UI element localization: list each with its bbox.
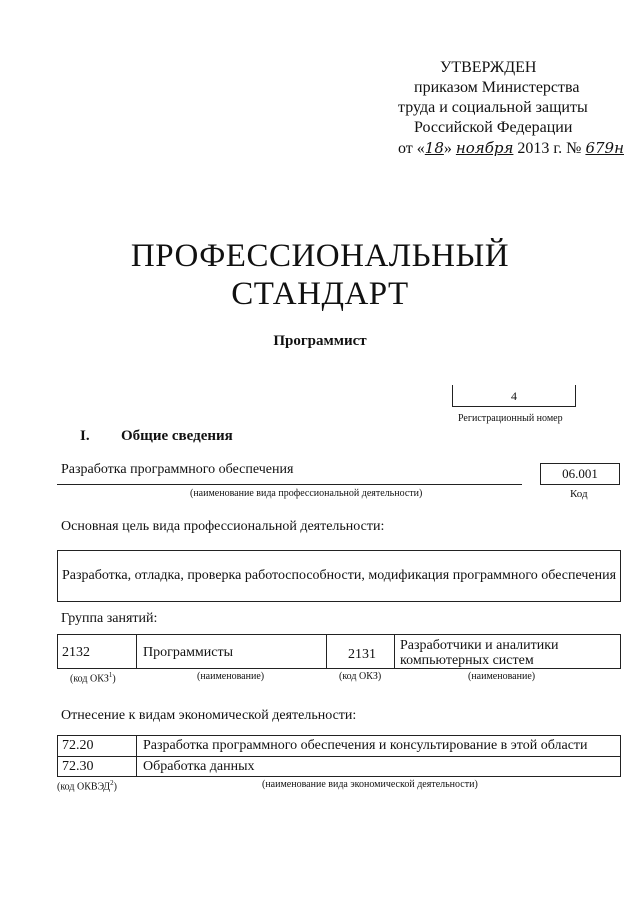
occupation-name-2-line1: Разработчики и аналитики [400,638,559,653]
registration-number: 4 [511,389,517,403]
occupations-caption-code: (код ОКЗ$^1$) [70,671,116,685]
activity-underline [57,484,522,485]
registration-label: Регистрационный номер [458,413,563,424]
goal-text: Разработка, отладка, проверка работоспособности, модификация программного обеспечения [62,568,617,583]
occupation-code-2: 2131 [348,647,376,662]
economic-name-2: Обработка данных [143,759,255,774]
occupations-heading: Группа занятий: [61,611,158,626]
document-title-line2: СТАНДАРТ [231,276,409,312]
economic-caption-name: (наименование вида экономической деятельности) [262,779,478,790]
activity-code-box: 06.001 [540,463,620,485]
occupation-code-1: 2132 [62,645,90,660]
occupations-caption-code2: (код ОКЗ) [339,671,382,682]
handwritten-order-number: 679н [585,139,624,157]
economic-code-1: 72.20 [62,738,94,753]
occupations-table [57,634,621,669]
occupations-caption-name2: (наименование) [468,671,536,682]
approval-title: УТВЕРЖДЕН [440,59,537,76]
economic-caption-code: (код ОКВЭД$^2$) [57,779,117,793]
approval-line-ministry: приказом Министерства [414,79,580,96]
approval-date-line [398,138,624,159]
goal-box [57,550,621,602]
document-title-line1: ПРОФЕССИОНАЛЬНЫЙ [130,238,510,274]
occupation-name-2-line2: компьютерных систем [400,653,534,668]
handwritten-month: ноября [455,139,514,157]
approval-line-federation: Российской Федерации [414,119,573,136]
date-year: 2013 г. № [517,140,582,157]
occupation-name-1: Программисты [143,645,234,660]
section-numeral: I. [80,428,90,444]
activity-caption: (наименование вида профессиональной деятельности) [190,488,423,499]
date-prefix: от « [398,140,425,157]
economic-code-2: 72.30 [62,759,94,774]
approval-line-labor: труда и социальной защиты [398,99,588,116]
activity-code-label: Код [570,488,588,500]
activity-name: Разработка программного обеспечения [61,462,294,477]
occupations-caption-name: (наименование) [197,671,265,682]
section-title: Общие сведения [121,428,233,444]
profession-name: Программист [273,333,367,349]
registration-number-box [452,385,576,407]
economic-table [57,735,621,777]
economic-name-1: Разработка программного обеспечения и консультирование в этой области [143,738,588,753]
handwritten-day: 18 [424,139,444,157]
economic-heading: Отнесение к видам экономической деятельности: [61,708,357,723]
date-mid: » [443,140,452,157]
goal-heading: Основная цель вида профессиональной деятельности: [61,519,385,534]
